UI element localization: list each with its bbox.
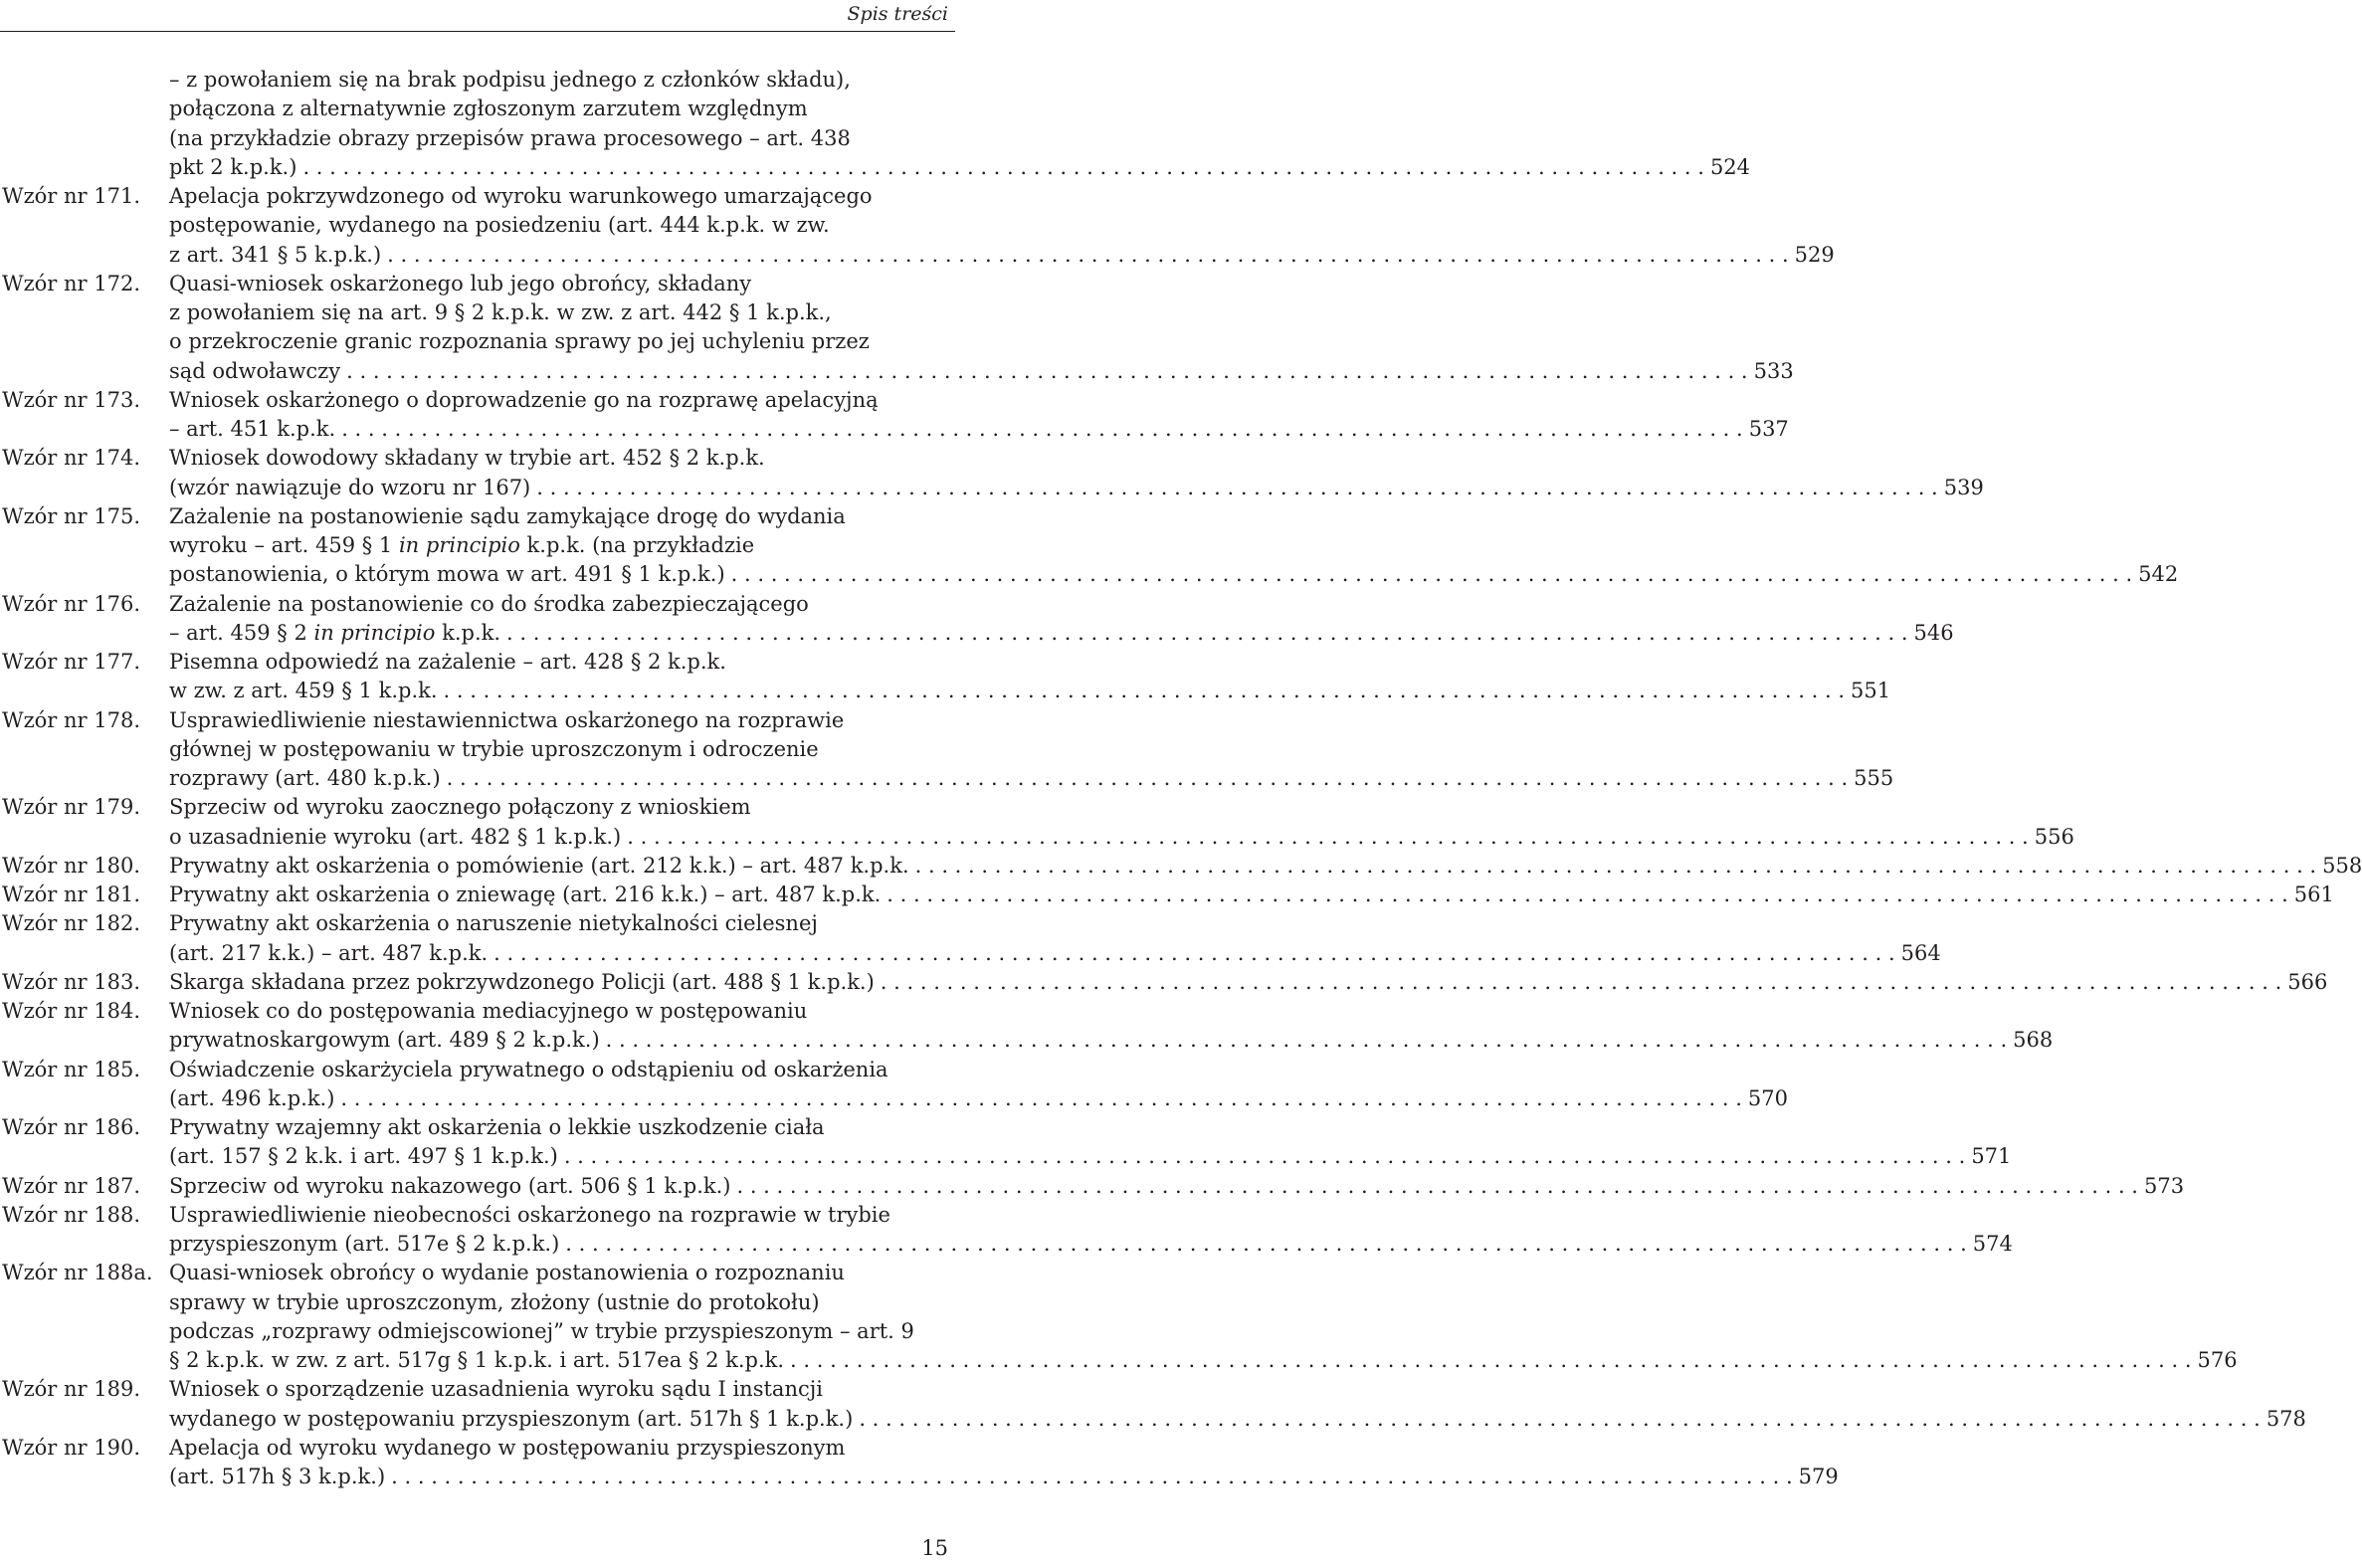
toc-entry-label: Wzór nr 181. — [2, 882, 141, 906]
toc-entry[interactable] — [2, 270, 1794, 386]
toc-entry-label: Wzór nr 172. — [2, 271, 141, 295]
toc-entry[interactable] — [2, 852, 2362, 881]
toc-entry-last-line — [169, 1142, 2012, 1171]
page-number: 15 — [921, 1536, 948, 1560]
toc-entry-title-line: postanowienia, o którym mowa w art. 491 § 1 k.p.k.) — [169, 562, 725, 587]
toc-entry-page[interactable]: 555 — [1854, 766, 1894, 790]
toc-entry[interactable] — [2, 1113, 2012, 1172]
toc-entry-title-line: Prywatny akt oskarżenia o zniewagę (art. 216 k.k.) – art. 487 k.p.k. — [169, 882, 882, 906]
toc-entry-title-line: – art. 459 § 2 in principio k.p.k. — [169, 620, 501, 645]
dot-leader — [621, 823, 2035, 852]
toc-entry-title-line: (art. 517h § 3 k.p.k.) — [169, 1465, 386, 1488]
toc-entry[interactable] — [2, 968, 2328, 997]
toc-entry-title-line: Wniosek dowodowy składany w trybie art. 452 § 2 k.p.k. — [169, 446, 765, 471]
toc-entry-last-line — [169, 1463, 1839, 1491]
toc-entry-page[interactable]: 537 — [1748, 417, 1789, 441]
toc-entry-title-line: Oświadczenie oskarżyciela prywatnego o odstąpieniu od oskarżenia — [169, 1057, 888, 1081]
dot-leader — [600, 1026, 2014, 1055]
toc-entry[interactable] — [2, 1259, 2238, 1375]
toc-entry-title-line: § 2 k.p.k. w zw. z art. 517g § 1 k.p.k. i art. 517ea § 2 k.p.k. — [169, 1348, 785, 1372]
toc-entry-title-line: głównej w postępowaniu w trybie uproszczonym i odroczenie — [169, 736, 819, 761]
dot-leader — [881, 881, 2294, 909]
dot-leader — [530, 474, 1944, 502]
dot-leader — [488, 939, 1901, 968]
toc-entry-last-line — [169, 1346, 2238, 1375]
toc-entry-label: Wzór nr 179. — [2, 795, 141, 820]
toc-entry-title-line: – z powołaniem się na brak podpisu jednego z członków składu), — [169, 68, 851, 92]
toc-entry-page[interactable]: 551 — [1851, 679, 1891, 703]
toc-entry-title-line: z art. 341 § 5 k.p.k.) — [169, 242, 382, 267]
toc-entry-title-line: Sprzeciw od wyroku nakazowego (art. 506 § 1 k.p.k.) — [169, 1173, 731, 1198]
dot-leader — [441, 764, 1855, 793]
toc-entry-title-line: Apelacja pokrzywdzonego od wyroku warunkowego umarzającego — [169, 184, 873, 208]
toc-entry-label: Wzór nr 176. — [2, 591, 141, 616]
dot-leader — [296, 153, 1710, 182]
toc-entry-last-line — [169, 153, 1751, 182]
toc-entry-label: Wzór nr 186. — [2, 1115, 141, 1139]
toc-entry-last-line — [169, 1405, 2306, 1434]
toc-entry-title-line: połączona z alternatywnie zgłoszonym zarzutem względnym — [169, 97, 808, 121]
toc-entry-label: Wzór nr 182. — [2, 911, 141, 936]
toc-entry-last-line — [169, 1230, 2013, 1259]
toc-entry-title-line: Sprzeciw od wyroku zaocznego połączony z wnioskiem — [169, 795, 751, 820]
toc-entry-label: Wzór nr 171. — [2, 184, 141, 208]
toc-entry-title-line: Wniosek o sporządzenie uzasadnienia wyroku sądu I instancji — [169, 1377, 823, 1402]
toc-entry-title-line: Apelacja od wyroku wydanego w postępowaniu przyspieszonym — [169, 1435, 846, 1460]
toc-entry-title-line: Prywatny wzajemny akt oskarżenia o lekkie uszkodzenie ciała — [169, 1115, 825, 1139]
toc-entry-title-line: Pisemna odpowiedź na zażalenie – art. 428 § 2 k.p.k. — [169, 650, 726, 674]
toc-entry[interactable] — [2, 1201, 2013, 1260]
toc-entry-last-line — [169, 677, 1891, 705]
toc-entry[interactable] — [2, 182, 1835, 270]
toc-entry[interactable] — [2, 881, 2334, 909]
toc-entry-page[interactable]: 564 — [1900, 940, 1941, 965]
toc-entry-label: Wzór nr 188. — [2, 1202, 141, 1227]
toc-entry[interactable] — [2, 502, 2179, 590]
toc-entry-title-line: sprawy w trybie uproszczonym, złożony (ustnie do protokołu) — [169, 1289, 820, 1314]
toc-entry-last-line — [169, 823, 2074, 852]
toc-entry-title-line: Zażalenie na postanowienie co do środka zabezpieczającego — [169, 591, 809, 616]
dot-leader — [385, 1463, 1799, 1491]
toc-entry[interactable] — [2, 1056, 1789, 1114]
toc-entry-label: Wzór nr 175. — [2, 503, 141, 528]
toc-entry-page[interactable]: 556 — [2034, 824, 2074, 849]
toc-entry-page[interactable]: 533 — [1753, 358, 1794, 383]
dot-leader — [875, 968, 2288, 997]
toc-entry[interactable] — [2, 386, 1789, 445]
dot-leader — [559, 1230, 1973, 1259]
toc-entry-last-line — [169, 474, 1984, 502]
toc-entry-page[interactable]: 573 — [2143, 1173, 2185, 1198]
toc-entry-last-line — [169, 968, 2328, 997]
table-of-contents — [2, 66, 2362, 1491]
toc-entry-page[interactable]: 579 — [1798, 1465, 1839, 1488]
dot-leader — [438, 677, 1852, 705]
toc-entry[interactable] — [2, 444, 1984, 502]
dot-leader — [909, 852, 2323, 881]
toc-entry-label: Wzór nr 183. — [2, 969, 141, 994]
toc-entry-page[interactable]: 566 — [2287, 969, 2328, 994]
toc-entry-title-line: (art. 496 k.p.k.) — [169, 1085, 335, 1110]
toc-entry-label: Wzór nr 189. — [2, 1377, 141, 1402]
toc-entry-page[interactable]: 558 — [2322, 853, 2362, 878]
toc-entry-page[interactable]: 524 — [1709, 154, 1751, 179]
toc-entry[interactable] — [2, 66, 1751, 182]
toc-entry-last-line — [169, 241, 1835, 270]
toc-entry-title-line: Zażalenie na postanowienie sądu zamykające drogę do wydania — [169, 503, 846, 528]
toc-entry-title-line: (na przykładzie obrazy przepisów prawa procesowego – art. 438 — [169, 125, 851, 150]
dot-leader — [500, 619, 1914, 648]
running-head-title: Spis treści — [847, 3, 948, 25]
toc-entry-label: Wzór nr 188a. — [2, 1261, 153, 1285]
toc-entry-label: Wzór nr 184. — [2, 999, 141, 1023]
toc-entry-title-line: pkt 2 k.p.k.) — [169, 154, 297, 179]
toc-entry-title-line: postępowanie, wydanego na posiedzeniu (art. 444 k.p.k. w zw. — [169, 213, 830, 238]
toc-entry[interactable] — [2, 1434, 1839, 1492]
toc-entry[interactable] — [2, 1172, 2185, 1201]
toc-entry-title-line: prywatnoskargowym (art. 489 § 2 k.p.k.) — [169, 1028, 600, 1053]
toc-entry-title-line: wyroku – art. 459 § 1 in principio k.p.k. (na przykładzie — [169, 533, 755, 557]
toc-entry-title-line: podczas „rozprawy odmiejscowionej” w trybie przyspieszonym – art. 9 — [169, 1318, 914, 1343]
toc-entry-last-line — [169, 1026, 2054, 1055]
toc-entry-label: Wzór nr 173. — [2, 387, 141, 412]
toc-entry-page[interactable]: 529 — [1794, 242, 1835, 267]
toc-entry-last-line — [169, 619, 1954, 648]
toc-entry[interactable] — [2, 909, 1941, 968]
toc-entry-title-line: o uzasadnienie wyroku (art. 482 § 1 k.p.k.) — [169, 824, 622, 849]
dot-leader — [334, 1084, 1748, 1113]
toc-entry[interactable] — [2, 590, 1954, 649]
toc-entry-last-line — [169, 852, 2362, 881]
toc-entry-title-line: Skarga składana przez pokrzywdzonego Policji (art. 488 § 1 k.p.k.) — [169, 969, 875, 994]
toc-entry-label: Wzór nr 177. — [2, 650, 141, 674]
toc-entry-page[interactable]: 568 — [2013, 1028, 2054, 1053]
toc-entry-label: Wzór nr 190. — [2, 1435, 141, 1460]
toc-entry-page[interactable]: 570 — [1747, 1085, 1789, 1110]
toc-entry-title-line: – art. 451 k.p.k. — [169, 417, 336, 441]
dot-leader — [725, 560, 2139, 589]
toc-entry-last-line — [169, 881, 2334, 909]
toc-entry-page[interactable]: 546 — [1913, 620, 1954, 645]
dot-leader — [784, 1346, 2198, 1375]
toc-entry-page[interactable]: 574 — [1972, 1232, 2013, 1256]
toc-entry-title-line: z powołaniem się na art. 9 § 2 k.p.k. w zw. z art. 442 § 1 k.p.k., — [169, 300, 832, 324]
dot-leader — [335, 415, 1749, 444]
toc-entry-title-line: sąd odwoławczy — [169, 358, 341, 383]
toc-entry-page[interactable]: 542 — [2138, 562, 2179, 587]
toc-entry-title-line: Wniosek co do postępowania mediacyjnego w postępowaniu — [169, 999, 808, 1023]
dot-leader — [381, 241, 1795, 270]
toc-entry-title-line: Usprawiedliwienie nieobecności oskarżonego na rozprawie w trybie — [169, 1202, 890, 1227]
toc-entry-label: Wzór nr 174. — [2, 446, 141, 471]
toc-entry-page[interactable]: 571 — [1971, 1144, 2012, 1169]
dot-leader — [340, 357, 1754, 386]
dot-leader — [730, 1172, 2144, 1201]
toc-entry[interactable] — [2, 648, 1891, 706]
dot-leader — [558, 1142, 1972, 1171]
toc-entry-title-line: (wzór nawiązuje do wzoru nr 167) — [169, 475, 531, 499]
dot-leader — [853, 1405, 2266, 1434]
toc-entry-last-line — [169, 1172, 2185, 1201]
toc-entry[interactable] — [2, 997, 2054, 1056]
toc-entry-last-line — [169, 1084, 1789, 1113]
toc-entry-last-line — [169, 939, 1941, 968]
toc-entry-title-line: Quasi-wniosek oskarżonego lub jego obrońcy, składany — [169, 271, 752, 295]
toc-entry[interactable] — [2, 793, 2074, 852]
toc-entry-title-line: rozprawy (art. 480 k.p.k.) — [169, 766, 441, 790]
toc-entry-label: Wzór nr 178. — [2, 707, 141, 732]
toc-entry-page[interactable]: 561 — [2293, 882, 2334, 906]
toc-entry-title-line: Prywatny akt oskarżenia o naruszenie nietykalności cielesnej — [169, 911, 818, 936]
toc-entry-title-line: wydanego w postępowaniu przyspieszonym (art. 517h § 1 k.p.k.) — [169, 1406, 854, 1431]
running-head — [0, 0, 955, 32]
toc-entry-last-line — [169, 357, 1794, 386]
toc-entry-title-line: Usprawiedliwienie niestawiennictwa oskarżonego na rozprawie — [169, 707, 845, 732]
toc-entry-title-line: (art. 157 § 2 k.k. i art. 497 § 1 k.p.k.) — [169, 1144, 558, 1169]
toc-entry-page[interactable]: 576 — [2197, 1348, 2238, 1372]
toc-entry-title-line: w zw. z art. 459 § 1 k.p.k. — [169, 679, 438, 703]
toc-entry[interactable] — [2, 706, 1894, 794]
toc-entry-label: Wzór nr 180. — [2, 853, 141, 878]
toc-entry-title-line: o przekroczenie granic rozpoznania sprawy po jej uchyleniu przez — [169, 329, 870, 354]
toc-entry-title-line: Prywatny akt oskarżenia o pomówienie (art. 212 k.k.) – art. 487 k.p.k. — [169, 853, 909, 878]
toc-entry-label: Wzór nr 187. — [2, 1173, 141, 1198]
toc-entry-last-line — [169, 764, 1894, 793]
toc-entry-last-line — [169, 415, 1789, 444]
toc-entry-title-line: (art. 217 k.k.) – art. 487 k.p.k. — [169, 940, 489, 965]
toc-entry-title-line: Quasi-wniosek obrońcy o wydanie postanowienia o rozpoznaniu — [169, 1261, 845, 1285]
toc-entry-title-line: przyspieszonym (art. 517e § 2 k.p.k.) — [169, 1232, 560, 1256]
toc-entry[interactable] — [2, 1375, 2306, 1434]
toc-entry-title-line: Wniosek oskarżonego o doprowadzenie go na rozprawę apelacyjną — [169, 387, 879, 412]
toc-entry-page[interactable]: 578 — [2265, 1406, 2306, 1431]
toc-entry-last-line — [169, 560, 2179, 589]
toc-entry-label: Wzór nr 185. — [2, 1057, 141, 1081]
toc-entry-page[interactable]: 539 — [1943, 475, 1984, 499]
